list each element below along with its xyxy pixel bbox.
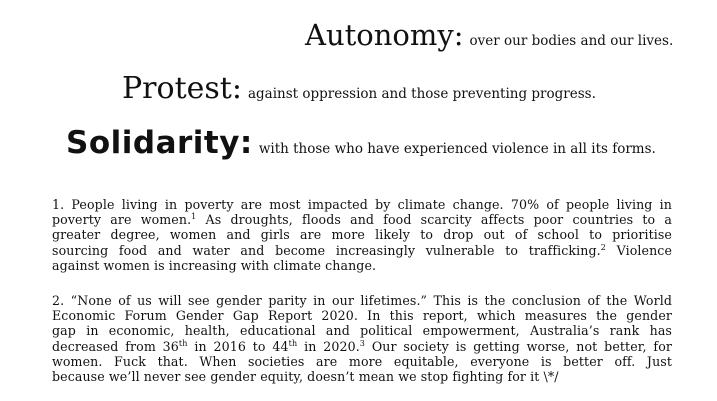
heading-term: Autonomy: — [305, 18, 464, 52]
footnote-marker: 1 — [191, 212, 197, 222]
footnote-marker: 2 — [600, 242, 606, 252]
paragraph-line: because we’ll never see gender equity, doesn’t mean we stop fighting for it \*/ — [52, 369, 559, 385]
paragraph-line — [52, 243, 672, 258]
text-run: poverty are women. — [52, 212, 192, 228]
footnote-marker: 3 — [359, 338, 365, 348]
heading-protest — [122, 71, 596, 106]
ordinal-suffix: th — [288, 338, 298, 348]
paragraph-line: women. Fuck that. When societies are more equitable, everyone is better off. Just — [52, 353, 672, 369]
paragraph-line — [52, 212, 672, 227]
text-run: Our society is getting worse, not better, for — [365, 338, 672, 354]
paragraph-line: greater degree, women and girls are more likely to drop out of school to prioritise — [52, 227, 672, 243]
heading-description: with those who have experienced violence in all its forms. — [258, 141, 656, 157]
heading-description: over our bodies and our lives. — [469, 33, 674, 49]
text-run: in 2020. — [297, 338, 360, 354]
paragraph-line: against women is increasing with climate change. — [52, 257, 377, 273]
paragraph-line: gap in economic, health, educational and political empowerment, Australia’s rank has — [52, 323, 672, 339]
heading-term: Protest: — [122, 71, 242, 106]
paragraph-line: 2. “None of us will see gender parity in our lifetimes.” This is the conclusion of the World — [52, 293, 672, 308]
heading-description: against oppression and those preventing progress. — [247, 86, 596, 102]
paragraph-line: 1. People living in poverty are most impacted by climate change. 70% of people living in — [52, 197, 672, 212]
ordinal-suffix: th — [178, 338, 188, 348]
heading-term: Solidarity: — [66, 125, 253, 161]
text-run: As droughts, floods and food scarcity affects poor countries to a — [196, 212, 672, 228]
text-run: decreased from 36 — [52, 338, 179, 354]
paragraph-line — [52, 339, 672, 354]
heading-solidarity — [66, 125, 656, 161]
text-run: Violence — [605, 242, 673, 258]
text-run: sourcing food and water and become increasingly vulnerable to trafficking. — [52, 242, 601, 258]
text-run: in 2016 to 44 — [187, 338, 289, 354]
heading-autonomy — [305, 18, 673, 52]
paragraph-climate — [52, 197, 672, 273]
paragraph-line: Economic Forum Gender Gap Report 2020. In this report, which measures the gender — [52, 308, 672, 324]
paragraph-gender-gap — [52, 293, 672, 384]
